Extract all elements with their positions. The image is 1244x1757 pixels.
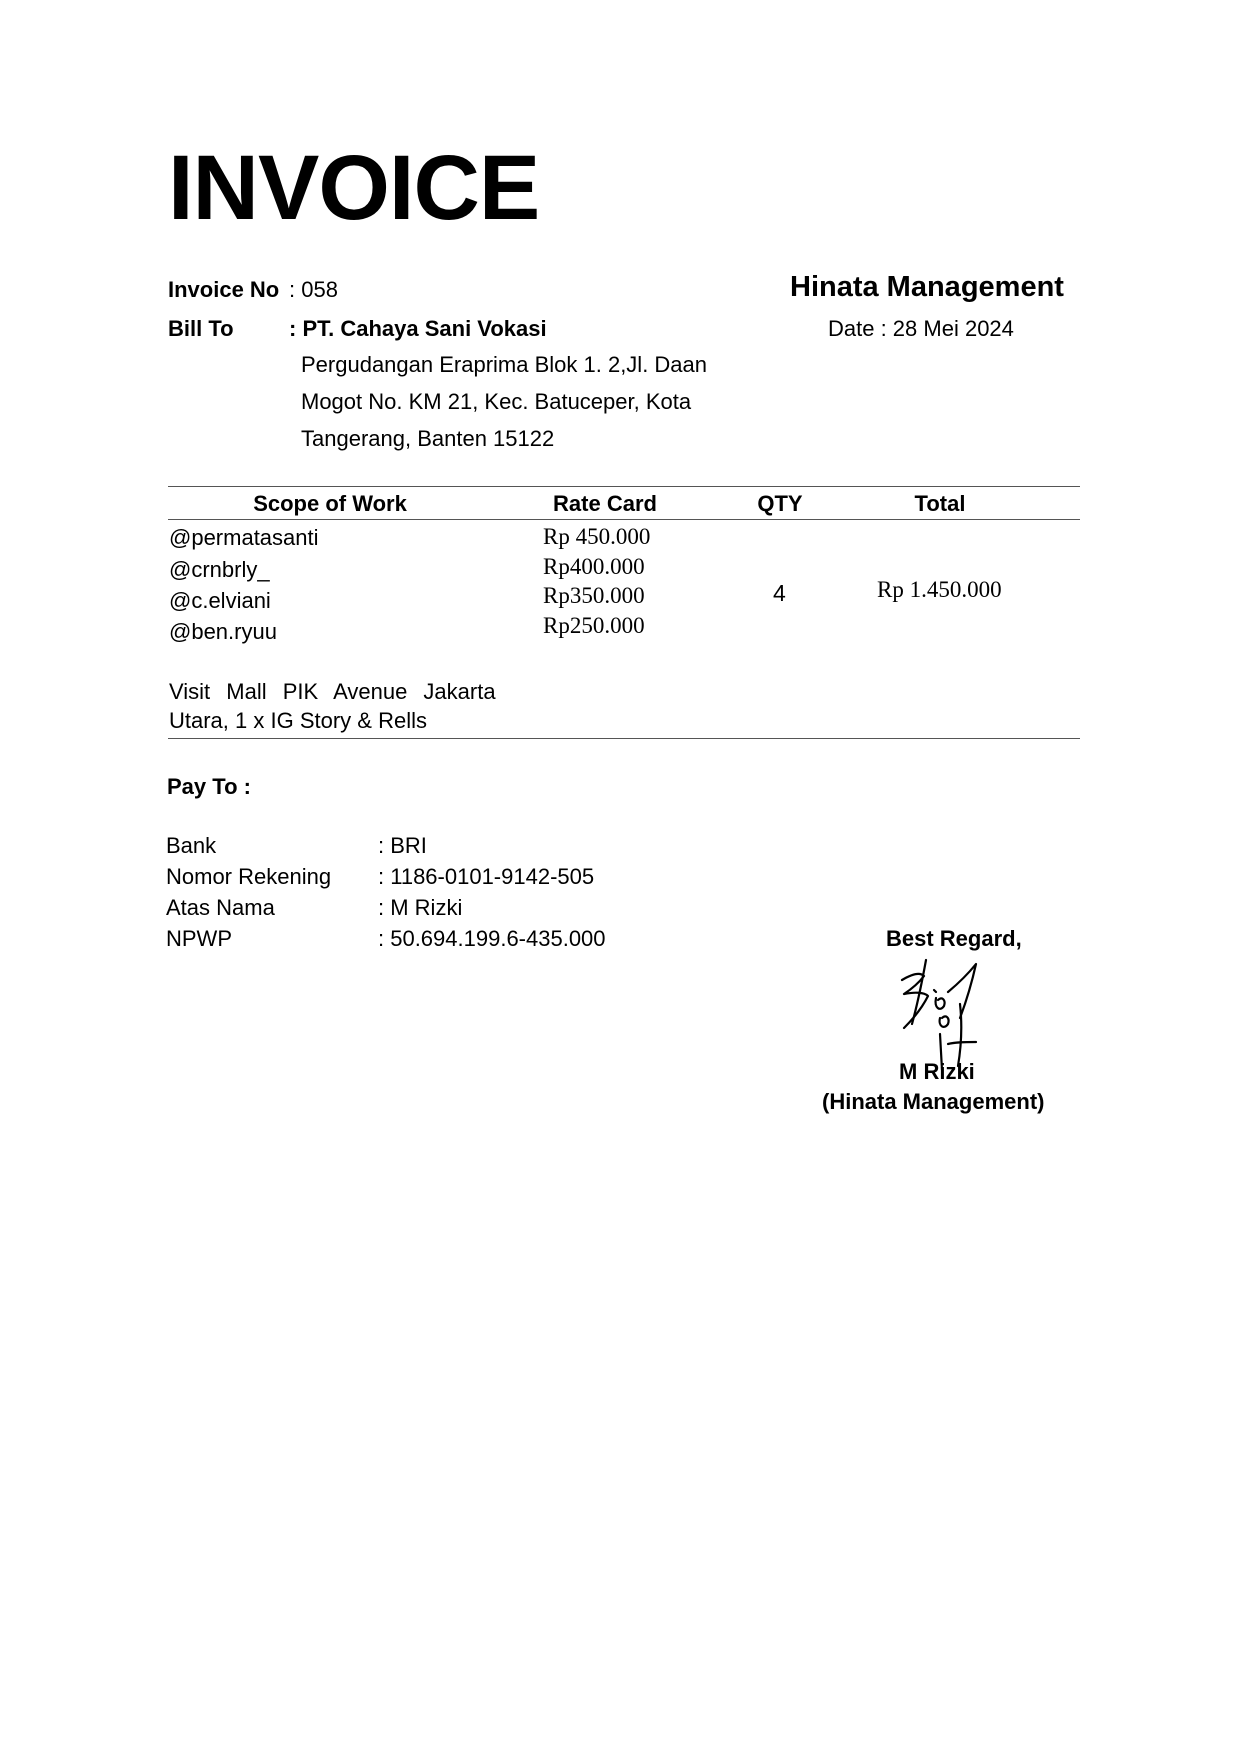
invoice-date: Date : 28 Mei 2024 xyxy=(828,316,1014,341)
column-header-scope: Scope of Work xyxy=(253,491,407,516)
scope-item: @crnbrly_ xyxy=(169,557,270,582)
signer-name: M Rizki xyxy=(899,1059,975,1084)
scope-item: @ben.ryuu xyxy=(169,619,277,644)
signature-icon xyxy=(890,952,1010,1072)
scope-item: @permatasanti xyxy=(169,525,319,550)
rate-value: Rp350.000 xyxy=(543,583,645,608)
table-header-rule xyxy=(168,519,1080,520)
payment-label: Atas Nama xyxy=(166,895,275,920)
payment-label: Nomor Rekening xyxy=(166,864,332,889)
scope-item: @c.elviani xyxy=(169,588,271,613)
payment-value: : 50.694.199.6-435.000 xyxy=(378,926,606,951)
payment-value: : 1186-0101-9142-505 xyxy=(378,864,595,889)
rate-value: Rp400.000 xyxy=(543,554,645,579)
rate-value: Rp 450.000 xyxy=(543,524,651,549)
company-name: Hinata Management xyxy=(790,271,1064,303)
column-header-total: Total xyxy=(914,491,966,516)
payment-value: : M Rizki xyxy=(378,895,463,920)
column-header-qty: QTY xyxy=(757,491,803,516)
closing-text: Best Regard, xyxy=(886,926,1022,951)
payment-label: NPWP xyxy=(166,926,232,951)
bill-to-label: Bill To xyxy=(168,316,234,341)
table-top-rule xyxy=(168,486,1080,487)
payment-value: : BRI xyxy=(378,833,427,858)
invoice-title: INVOICE xyxy=(168,137,540,239)
scope-description: Utara, 1 x IG Story & Rells xyxy=(169,708,427,733)
pay-to-heading: Pay To : xyxy=(167,774,251,799)
invoice-no-value: : 058 xyxy=(289,277,338,302)
total-value: Rp 1.450.000 xyxy=(877,577,1002,602)
signer-organization: (Hinata Management) xyxy=(822,1089,1045,1114)
column-header-rate: Rate Card xyxy=(553,491,657,516)
bill-to-name: : PT. Cahaya Sani Vokasi xyxy=(289,316,547,341)
payment-label: Bank xyxy=(166,833,217,858)
table-bottom-rule xyxy=(168,738,1080,739)
bill-to-address-line: Pergudangan Eraprima Blok 1. 2,Jl. Daan xyxy=(301,352,708,377)
bill-to-address-line: Mogot No. KM 21, Kec. Batuceper, Kota xyxy=(301,389,692,414)
invoice-no-label: Invoice No xyxy=(168,277,280,302)
rate-value: Rp250.000 xyxy=(543,613,645,638)
qty-value: 4 xyxy=(773,580,786,606)
bill-to-address-line: Tangerang, Banten 15122 xyxy=(301,426,555,451)
scope-description: Visit Mall PIK Avenue Jakarta xyxy=(169,679,496,704)
